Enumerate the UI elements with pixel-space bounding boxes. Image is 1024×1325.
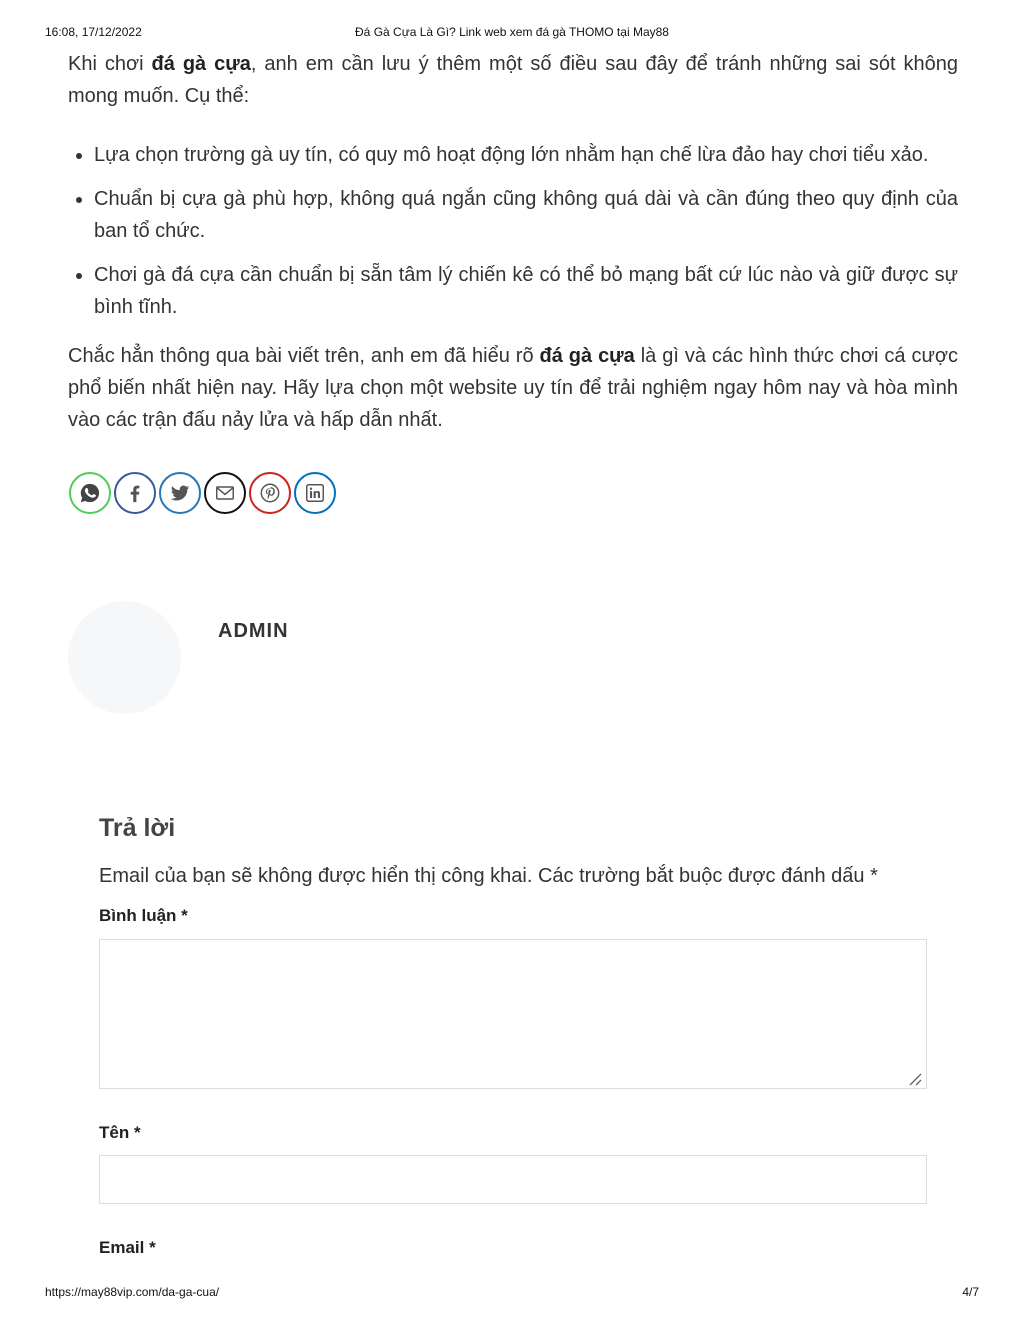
- intro-paragraph: Khi chơi đá gà cựa, anh em cần lưu ý thêm một số điều sau đây để tránh những sai sót không mong muốn. Cụ thể:: [68, 53, 958, 107]
- article-body: [68, 48, 958, 436]
- reply-heading: Trả lời: [99, 814, 176, 842]
- author-name[interactable]: ADMIN: [218, 620, 289, 642]
- print-page-number: 4/7: [962, 1285, 979, 1299]
- name-input[interactable]: [99, 1155, 927, 1204]
- comment-notes: Email của bạn sẽ không được hiển thị công khai. Các trường bắt buộc được đánh dấu *: [99, 865, 878, 887]
- list-item: • Lựa chọn trường gà uy tín, có quy mô hoạt động lớn nhằm hạn chế lừa đảo hay chơi tiểu xảo.: [94, 139, 958, 171]
- print-header: [45, 25, 979, 41]
- comment-textarea[interactable]: [99, 939, 927, 1089]
- share-email-button[interactable]: [204, 472, 246, 514]
- share-facebook-button[interactable]: [114, 472, 156, 514]
- list-item: • Chuẩn bị cựa gà phù hợp, không quá ngắn cũng không quá dài và cần đúng theo quy định của ban tổ chức.: [94, 183, 958, 247]
- print-datetime: 16:08, 17/12/2022: [45, 25, 142, 39]
- print-url: https://may88vip.com/da-ga-cua/: [45, 1285, 220, 1299]
- conclusion-keyword: đá gà cựa: [539, 345, 635, 367]
- print-page-title: Đá Gà Cựa Là Gì? Link web xem đá gà THOMO tại May88: [355, 25, 669, 39]
- email-label: Email *: [99, 1238, 156, 1257]
- tips-list: [68, 139, 958, 323]
- share-buttons: [69, 472, 336, 516]
- list-item: • Chơi gà đá cựa cần chuẩn bị sẵn tâm lý chiến kê có thể bỏ mạng bất cứ lúc nào và giữ được sự bình tĩnh.: [94, 259, 958, 323]
- comment-label: Bình luận *: [99, 906, 188, 925]
- print-footer: [45, 1285, 979, 1301]
- pinterest-icon: [259, 482, 281, 504]
- whatsapp-icon: [79, 482, 101, 504]
- share-pinterest-button[interactable]: [249, 472, 291, 514]
- linkedin-icon: [304, 482, 326, 504]
- twitter-icon: [169, 482, 191, 504]
- share-twitter-button[interactable]: [159, 472, 201, 514]
- author-avatar: [68, 601, 181, 714]
- reply-form: [99, 810, 927, 1257]
- conclusion-paragraph: Chắc hẳn thông qua bài viết trên, anh em đã hiểu rõ đá gà cựa là gì và các hình thức chơi cá cược phổ biến nhất hiện nay. Hãy lựa chọn một website uy tín để trải nghiệm ngay hôm nay và hòa mình vào các trận đấu nảy lửa và hấp dẫn nhất.: [68, 345, 958, 431]
- share-whatsapp-button[interactable]: [69, 472, 111, 514]
- name-label: Tên *: [99, 1123, 141, 1142]
- email-icon: [214, 482, 236, 504]
- share-linkedin-button[interactable]: [294, 472, 336, 514]
- intro-keyword: đá gà cựa: [151, 53, 251, 75]
- facebook-icon: [124, 482, 146, 504]
- resize-grip-icon[interactable]: [907, 1071, 923, 1087]
